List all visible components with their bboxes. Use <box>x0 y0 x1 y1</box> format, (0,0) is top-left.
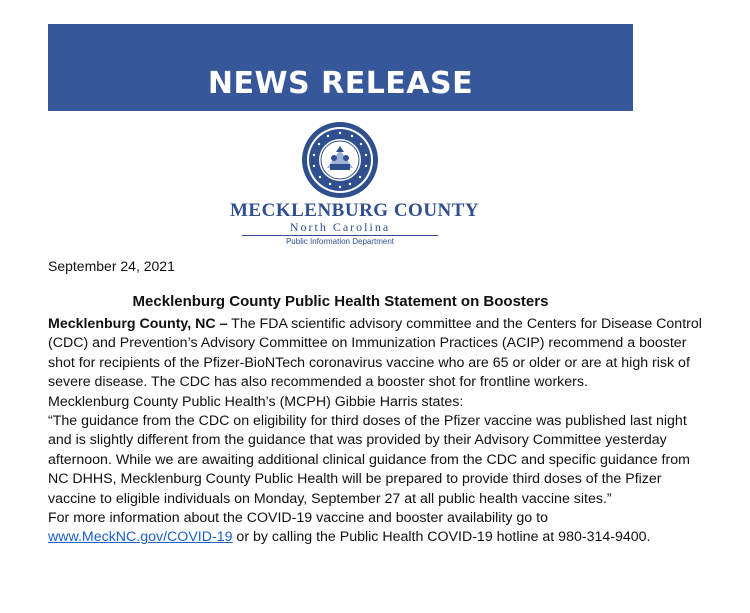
more-info-prefix: For more information about the COVID-19 vaccine and booster availability go to <box>48 510 548 527</box>
release-quote: “The guidance from the CDC on eligibility for third doses of the Pfizer vaccine was published last night and is slightly different from the guidance that was provided by their Advisory Committee yesterday afternoon. While we are awaiting additional clinical guidance from the CDC and specific guidance from NC DHHS, Mecklenburg County Public Health will be prepared to provide third doses of the Pfizer vaccine to eligible individuals on Monday, September 27 at all public health vaccine sites.” <box>48 413 690 507</box>
news-release-banner <box>48 24 633 111</box>
logo-department: Public Information Department <box>285 237 395 246</box>
county-seal-icon <box>300 120 380 200</box>
logo-divider <box>242 235 438 236</box>
banner-title: NEWS RELEASE <box>207 66 474 101</box>
release-attribution: Mecklenburg County Public Health’s (MCPH) Gibbie Harris states: <box>48 393 464 410</box>
release-headline: Mecklenburg County Public Health Statement on Boosters <box>132 293 549 310</box>
more-info-suffix: or by calling the Public Health COVID-19 hotline at 980-314-9400. <box>232 529 651 546</box>
release-paragraph-1 <box>48 315 708 393</box>
release-paragraph-1-text: The FDA scientific advisory committee and the Centers for Disease Control (CDC) and Prevention’s Advisory Committee on Immunization Practices (ACIP) recommend a booster shot for recipients of the Pfizer-BioNTech coronavirus vaccine who are 65 or older or are at high risk of severe disease. The CDC has also recommended a booster shot for frontline workers. <box>48 316 702 391</box>
release-body <box>48 315 708 548</box>
release-dateline: Mecklenburg County, NC – <box>48 316 228 332</box>
release-more-info <box>48 509 708 548</box>
covid-info-link[interactable]: www.MeckNC.gov/COVID-19 <box>48 529 233 546</box>
county-logo <box>230 118 480 248</box>
logo-county-name: MECKLENBURG COUNTY <box>230 200 480 221</box>
logo-state-name: North Carolina <box>289 220 391 234</box>
release-date: September 24, 2021 <box>48 258 175 274</box>
